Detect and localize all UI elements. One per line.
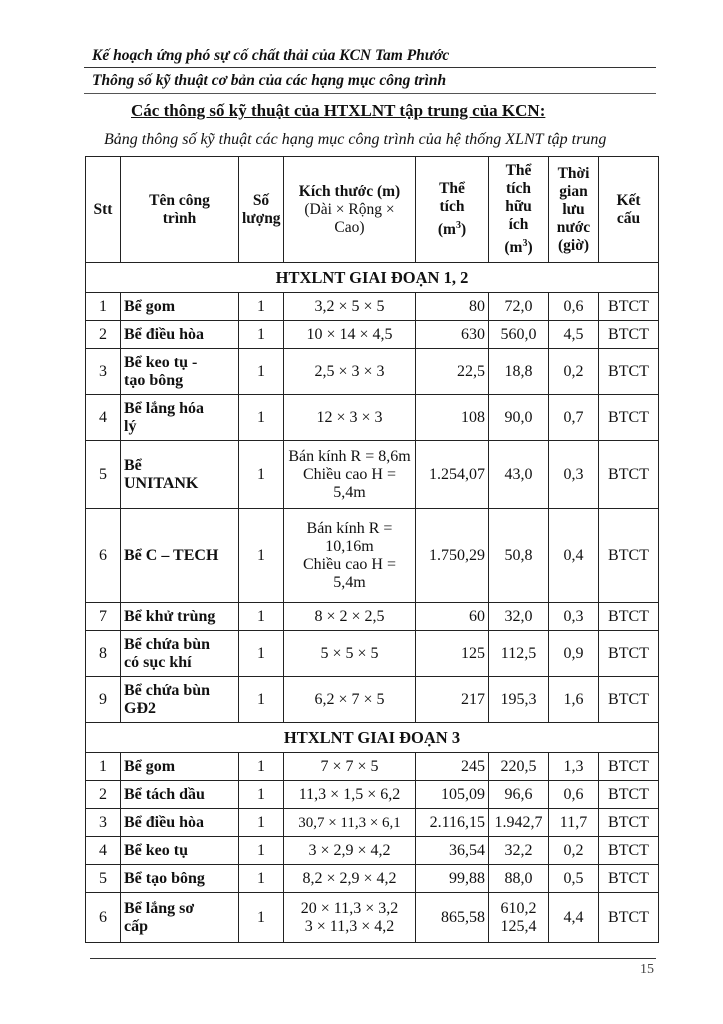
- cell-name: Bể tách dầu: [121, 781, 239, 809]
- cell-size: 11,3 × 1,5 × 6,2: [284, 781, 416, 809]
- cell-stt: 4: [86, 837, 121, 865]
- cell-time: 0,4: [549, 509, 599, 603]
- cell-volume: 105,09: [416, 781, 489, 809]
- group-title: HTXLNT GIAI ĐOẠN 1, 2: [86, 263, 659, 293]
- cell-time: 0,2: [549, 837, 599, 865]
- table-row: [86, 631, 659, 677]
- cell-size: 8,2 × 2,9 × 4,2: [284, 865, 416, 893]
- cell-qty: 1: [239, 781, 284, 809]
- cell-stt: 3: [86, 809, 121, 837]
- cell-structure: BTCT: [599, 893, 659, 943]
- cell-stt: 8: [86, 631, 121, 677]
- cell-time: 1,6: [549, 677, 599, 723]
- cell-time: 0,9: [549, 631, 599, 677]
- cell-useful-volume: 72,0: [489, 293, 549, 321]
- header-stt: Stt: [86, 157, 121, 263]
- cell-useful-volume: 50,8: [489, 509, 549, 603]
- cell-useful-volume: 112,5: [489, 631, 549, 677]
- cell-name: Bể lắng sơ cấp: [121, 893, 239, 943]
- cell-time: 11,7: [549, 809, 599, 837]
- cell-structure: BTCT: [599, 677, 659, 723]
- cell-size: Bán kính R = 8,6m Chiều cao H = 5,4m: [284, 441, 416, 509]
- cell-time: 0,3: [549, 441, 599, 509]
- cell-time: 0,6: [549, 781, 599, 809]
- cell-volume: 108: [416, 395, 489, 441]
- cell-stt: 7: [86, 603, 121, 631]
- cell-qty: 1: [239, 603, 284, 631]
- document-header-subtitle: Thông số kỹ thuật cơ bản của các hạng mục công trình: [92, 72, 447, 89]
- cell-stt: 6: [86, 509, 121, 603]
- cell-name: Bể UNITANK: [121, 441, 239, 509]
- cell-structure: BTCT: [599, 837, 659, 865]
- cell-name: Bể keo tụ - tạo bông: [121, 349, 239, 395]
- cell-useful-volume: 88,0: [489, 865, 549, 893]
- cell-stt: 4: [86, 395, 121, 441]
- page-number: 15: [640, 962, 654, 977]
- cell-name: Bể chứa bùn có sục khí: [121, 631, 239, 677]
- subtitle-divider: [84, 93, 656, 94]
- cell-useful-volume: 18,8: [489, 349, 549, 395]
- cell-time: 0,6: [549, 293, 599, 321]
- cell-size: 12 × 3 × 3: [284, 395, 416, 441]
- cell-structure: BTCT: [599, 395, 659, 441]
- cell-qty: 1: [239, 837, 284, 865]
- cell-volume: 99,88: [416, 865, 489, 893]
- cell-time: 0,5: [549, 865, 599, 893]
- cell-size: Bán kính R = 10,16m Chiều cao H = 5,4m: [284, 509, 416, 603]
- cell-name: Bể tạo bông: [121, 865, 239, 893]
- cell-size: 7 × 7 × 5: [284, 753, 416, 781]
- cell-name: Bể lắng hóa lý: [121, 395, 239, 441]
- table-row: [86, 865, 659, 893]
- cell-time: 1,3: [549, 753, 599, 781]
- cell-useful-volume: 32,2: [489, 837, 549, 865]
- cell-name: Bể chứa bùn GĐ2: [121, 677, 239, 723]
- cell-size: 3 × 2,9 × 4,2: [284, 837, 416, 865]
- cell-structure: BTCT: [599, 865, 659, 893]
- footer-divider: [90, 958, 656, 959]
- table-row: [86, 293, 659, 321]
- cell-qty: 1: [239, 349, 284, 395]
- header-qty: Số lượng: [239, 157, 284, 263]
- table-row: [86, 321, 659, 349]
- cell-structure: BTCT: [599, 603, 659, 631]
- cell-stt: 9: [86, 677, 121, 723]
- section-title: Các thông số kỹ thuật của HTXLNT tập trung của KCN:: [131, 101, 546, 120]
- cell-structure: BTCT: [599, 321, 659, 349]
- document-header-title: Kế hoạch ứng phó sự cố chất thải của KCN Tam Phước: [92, 47, 450, 64]
- cell-volume: 630: [416, 321, 489, 349]
- cell-stt: 1: [86, 293, 121, 321]
- table-row: [86, 441, 659, 509]
- cell-size: 30,7 × 11,3 × 6,1: [284, 809, 416, 837]
- cell-volume: 22,5: [416, 349, 489, 395]
- cell-qty: 1: [239, 753, 284, 781]
- cell-qty: 1: [239, 893, 284, 943]
- cell-time: 4,4: [549, 893, 599, 943]
- cell-qty: 1: [239, 809, 284, 837]
- cell-size: 6,2 × 7 × 5: [284, 677, 416, 723]
- cell-structure: BTCT: [599, 441, 659, 509]
- cell-size: 2,5 × 3 × 3: [284, 349, 416, 395]
- cell-useful-volume: 220,5: [489, 753, 549, 781]
- header-divider: [84, 67, 656, 68]
- cell-name: Bể gom: [121, 753, 239, 781]
- cell-useful-volume: 610,2 125,4: [489, 893, 549, 943]
- cell-structure: BTCT: [599, 631, 659, 677]
- cell-qty: 1: [239, 395, 284, 441]
- cell-volume: 1.254,07: [416, 441, 489, 509]
- cell-stt: 1: [86, 753, 121, 781]
- header-useful-volume: Thể tích hữu ích $(m^3)$: [489, 157, 549, 263]
- cell-size: 5 × 5 × 5: [284, 631, 416, 677]
- table-row: [86, 509, 659, 603]
- cell-name: Bể khử trùng: [121, 603, 239, 631]
- cell-useful-volume: 90,0: [489, 395, 549, 441]
- group-title: HTXLNT GIAI ĐOẠN 3: [86, 723, 659, 753]
- cell-volume: 80: [416, 293, 489, 321]
- cell-structure: BTCT: [599, 781, 659, 809]
- table-row: [86, 395, 659, 441]
- cell-qty: 1: [239, 509, 284, 603]
- header-size: Kích thước (m) (Dài × Rộng × Cao): [284, 157, 416, 263]
- cell-qty: 1: [239, 321, 284, 349]
- table-row: [86, 837, 659, 865]
- cell-useful-volume: 195,3: [489, 677, 549, 723]
- cell-structure: BTCT: [599, 753, 659, 781]
- cell-volume: 2.116,15: [416, 809, 489, 837]
- cell-time: 0,3: [549, 603, 599, 631]
- cell-structure: BTCT: [599, 349, 659, 395]
- cell-name: Bể gom: [121, 293, 239, 321]
- table-row: [86, 603, 659, 631]
- cell-name: Bể keo tụ: [121, 837, 239, 865]
- table-row: [86, 809, 659, 837]
- cell-name: Bể điều hòa: [121, 321, 239, 349]
- table-row: [86, 753, 659, 781]
- cell-stt: 6: [86, 893, 121, 943]
- cell-stt: 2: [86, 781, 121, 809]
- table-caption: Bảng thông số kỹ thuật các hạng mục công trình của hệ thống XLNT tập trung: [104, 131, 607, 148]
- cell-time: 0,7: [549, 395, 599, 441]
- table-row: [86, 677, 659, 723]
- cell-structure: BTCT: [599, 293, 659, 321]
- specs-table: [85, 156, 659, 943]
- cell-stt: 2: [86, 321, 121, 349]
- cell-time: 4,5: [549, 321, 599, 349]
- cell-structure: BTCT: [599, 809, 659, 837]
- cell-qty: 1: [239, 865, 284, 893]
- cell-time: 0,2: [549, 349, 599, 395]
- cell-useful-volume: 43,0: [489, 441, 549, 509]
- cell-volume: 865,58: [416, 893, 489, 943]
- cell-useful-volume: 560,0: [489, 321, 549, 349]
- header-structure: Kết cấu: [599, 157, 659, 263]
- cell-stt: 5: [86, 865, 121, 893]
- header-name: Tên công trình: [121, 157, 239, 263]
- header-retention-time: Thời gian lưu nước (giờ): [549, 157, 599, 263]
- cell-volume: 217: [416, 677, 489, 723]
- cell-qty: 1: [239, 441, 284, 509]
- cell-structure: BTCT: [599, 509, 659, 603]
- cell-volume: 245: [416, 753, 489, 781]
- cell-qty: 1: [239, 631, 284, 677]
- cell-size: 8 × 2 × 2,5: [284, 603, 416, 631]
- cell-stt: 5: [86, 441, 121, 509]
- cell-name: Bể điều hòa: [121, 809, 239, 837]
- cell-stt: 3: [86, 349, 121, 395]
- cell-name: Bể C – TECH: [121, 509, 239, 603]
- cell-volume: 1.750,29: [416, 509, 489, 603]
- cell-volume: 36,54: [416, 837, 489, 865]
- cell-useful-volume: 32,0: [489, 603, 549, 631]
- cell-useful-volume: 96,6: [489, 781, 549, 809]
- cell-size: 20 × 11,3 × 3,2 3 × 11,3 × 4,2: [284, 893, 416, 943]
- cell-qty: 1: [239, 293, 284, 321]
- table-row: [86, 893, 659, 943]
- cell-size: 3,2 × 5 × 5: [284, 293, 416, 321]
- cell-volume: 125: [416, 631, 489, 677]
- cell-qty: 1: [239, 677, 284, 723]
- table-row: [86, 349, 659, 395]
- table-row: [86, 781, 659, 809]
- cell-size: 10 × 14 × 4,5: [284, 321, 416, 349]
- header-volume: Thể tích $(m^3)$: [416, 157, 489, 263]
- cell-useful-volume: 1.942,7: [489, 809, 549, 837]
- cell-volume: 60: [416, 603, 489, 631]
